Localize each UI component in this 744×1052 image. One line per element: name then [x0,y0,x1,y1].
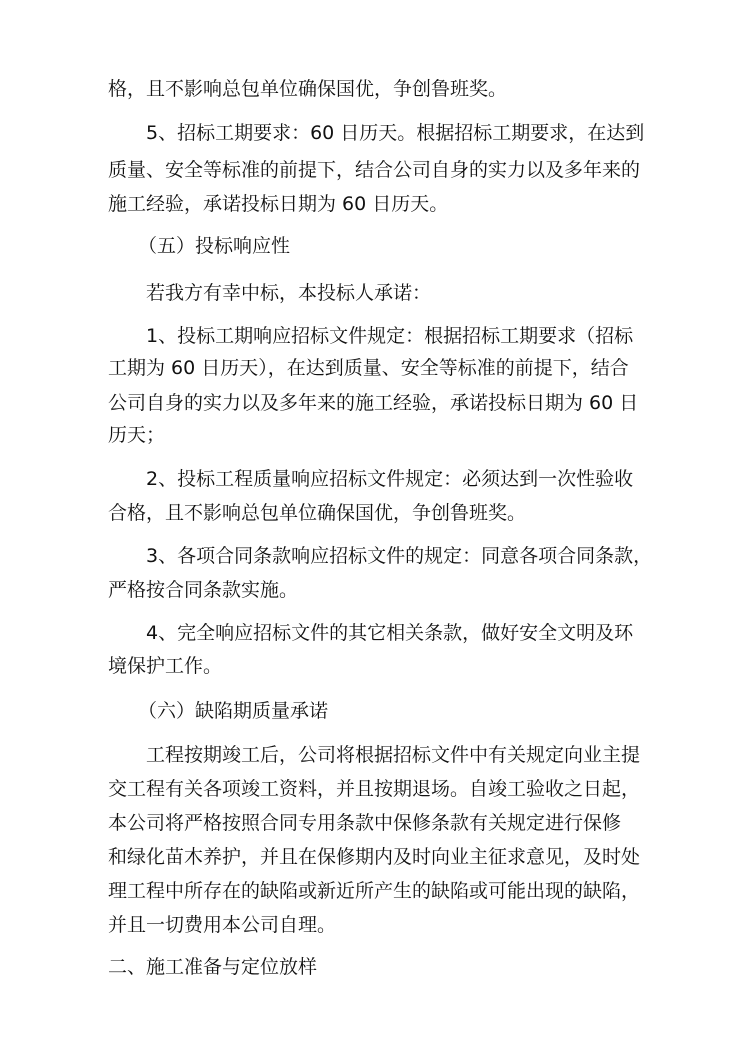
paragraph-line: 历天； [108,424,166,446]
section-heading-two: 二、施工准备与定位放样 [108,956,318,978]
paragraph-line: 5、招标工期要求：60 日历天。根据招标工期要求，在达到 [146,122,645,144]
paragraph-line: 若我方有幸中标，本投标人承诺： [146,282,432,304]
paragraph-line: 交工程有关各项竣工资料，并且按期退场。自竣工验收之日起， [108,778,641,800]
section-heading-five: （五）投标响应性 [138,235,291,257]
paragraph-line: 3、各项合同条款响应招标文件的规定：同意各项合同条款， [146,545,653,567]
paragraph-line: 4、完全响应招标文件的其它相关条款，做好安全文明及环 [146,622,634,644]
paragraph-line: 2、投标工程质量响应招标文件规定：必须达到一次性验收 [146,468,634,490]
paragraph-line: 1、投标工期响应招标文件规定：根据招标工期要求（招标 [146,325,634,347]
paragraph-line: 严格按合同条款实施。 [108,579,299,601]
paragraph-line: 工期为 60 日历天），在达到质量、安全等标准的前提下，结合 [108,357,629,379]
paragraph-line: 格，且不影响总包单位确保国优，争创鲁班奖。 [108,78,508,100]
paragraph-line: 境保护工作。 [108,655,223,677]
section-heading-six: （六）缺陷期质量承诺 [138,700,329,722]
paragraph-line: 质量、安全等标准的前提下，结合公司自身的实力以及多年来的 [108,159,641,181]
paragraph-line: 工程按期竣工后，公司将根据招标文件中有关规定向业主提 [146,744,641,766]
paragraph-line: 本公司将严格按照合同专用条款中保修条款有关规定进行保修 [108,812,622,834]
paragraph-line: 合格，且不影响总包单位确保国优，争创鲁班奖。 [108,502,527,524]
paragraph-line: 并且一切费用本公司自理。 [108,914,337,936]
paragraph-line: 公司自身的实力以及多年来的施工经验，承诺投标日期为 60 日 [108,392,639,414]
paragraph-line: 施工经验，承诺投标日期为 60 日历天。 [108,193,449,215]
paragraph-line: 理工程中所存在的缺陷或新近所产生的缺陷或可能出现的缺陷， [108,880,641,902]
paragraph-line: 和绿化苗木养护，并且在保修期内及时向业主征求意见，及时处 [108,846,641,868]
